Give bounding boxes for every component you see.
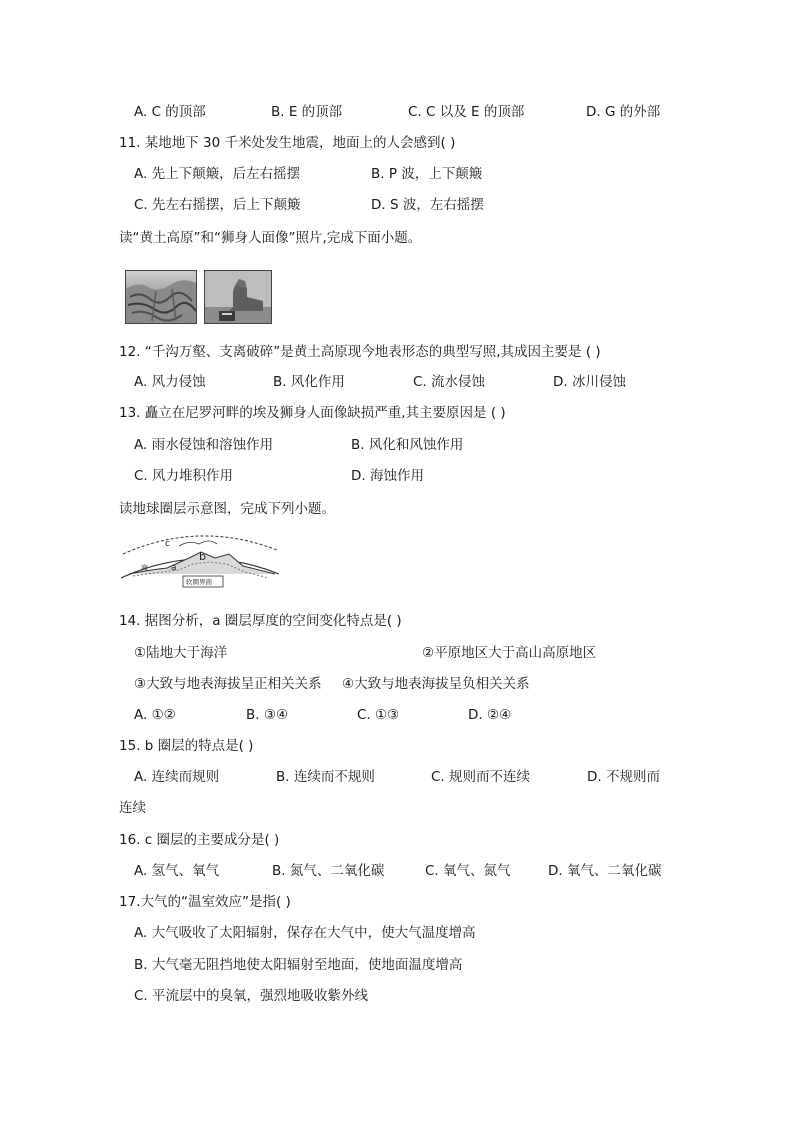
q14-option-c: C. ①③ bbox=[357, 707, 400, 723]
q14-option-a: A. ①② bbox=[134, 707, 176, 723]
q13-option-d: D. 海蚀作用 bbox=[351, 468, 424, 484]
q12-option-d: D. 冰川侵蚀 bbox=[553, 374, 626, 390]
q15-option-b: B. 连续而不规则 bbox=[276, 769, 375, 785]
q11-stem: 11. 某地地下 30 千米处发生地震，地面上的人会感到( ) bbox=[119, 135, 456, 151]
q12-option-c: C. 流水侵蚀 bbox=[413, 374, 486, 390]
q16-option-a: A. 氢气、氧气 bbox=[134, 863, 220, 879]
sphinx-photo bbox=[204, 270, 272, 324]
q15-stem: 15. b 圈层的特点是( ) bbox=[119, 738, 254, 754]
q14-statement-2: ②平原地区大于高山高原地区 bbox=[422, 645, 597, 661]
q12-option-b: B. 风化作用 bbox=[273, 374, 345, 390]
q12-option-a: A. 风力侵蚀 bbox=[134, 374, 206, 390]
q17-stem: 17.大气的“温室效应”是指( ) bbox=[119, 894, 291, 910]
q15-option-d-wrap: 连续 bbox=[119, 800, 146, 816]
q17-option-b: B. 大气毫无阻挡地使太阳辐射至地面，使地面温度增高 bbox=[134, 957, 463, 973]
diagram-label-sea: 海 bbox=[141, 564, 148, 572]
q14-statement-4: ④大致与地表海拔呈负相关关系 bbox=[342, 676, 530, 692]
q16-option-d: D. 氧气、二氧化碳 bbox=[548, 863, 662, 879]
q13-option-a: A. 雨水侵蚀和溶蚀作用 bbox=[134, 437, 274, 453]
q13-stem: 13. 矗立在尼罗河畔的埃及狮身人面像缺损严重,其主要原因是 ( ) bbox=[119, 405, 506, 421]
q14-option-d: D. ②④ bbox=[468, 707, 512, 723]
q15-option-c: C. 规则而不连续 bbox=[431, 769, 531, 785]
q13-option-c: C. 风力堆积作用 bbox=[134, 468, 234, 484]
intro-photos: 读“黄土高原”和“狮身人面像”照片,完成下面小题。 bbox=[119, 230, 422, 246]
loess-plateau-photo bbox=[125, 270, 197, 324]
q16-option-b: B. 氮气、二氧化碳 bbox=[272, 863, 385, 879]
diagram-label-c: c bbox=[165, 539, 170, 549]
q12-stem: 12. “千沟万壑、支离破碎”是黄土高原现今地表形态的典型写照,其成因主要是 ( ) bbox=[119, 344, 601, 360]
q10-option-c: C. C 以及 E 的顶部 bbox=[408, 104, 525, 120]
q11-option-d: D. S 波，左右摇摆 bbox=[371, 197, 484, 213]
q10-option-a: A. C 的顶部 bbox=[134, 104, 206, 120]
intro-diagram: 读地球圈层示意图，完成下列小题。 bbox=[119, 501, 335, 517]
q15-option-a: A. 连续而规则 bbox=[134, 769, 220, 785]
q10-option-d: D. G 的外部 bbox=[586, 104, 661, 120]
q14-stem: 14. 据图分析，a 圈层厚度的空间变化特点是( ) bbox=[119, 613, 402, 629]
diagram-label-b: b bbox=[199, 550, 206, 563]
q17-option-c: C. 平流层中的臭氧，强烈地吸收紫外线 bbox=[134, 988, 369, 1004]
q11-option-b: B. P 波，上下颠簸 bbox=[371, 166, 483, 182]
q14-statement-1: ①陆地大于海洋 bbox=[134, 645, 228, 661]
q16-stem: 16. c 圈层的主要成分是( ) bbox=[119, 832, 280, 848]
diagram-label-a: a bbox=[171, 563, 177, 573]
q14-option-b: B. ③④ bbox=[246, 707, 289, 723]
q11-option-a: A. 先上下颠簸，后左右摇摆 bbox=[134, 166, 301, 182]
q16-option-c: C. 氧气、氮气 bbox=[425, 863, 511, 879]
q10-option-b: B. E 的顶部 bbox=[271, 104, 343, 120]
q13-option-b: B. 风化和风蚀作用 bbox=[351, 437, 464, 453]
q11-option-c: C. 先左右摇摆，后上下颠簸 bbox=[134, 197, 301, 213]
earth-sphere-diagram bbox=[119, 528, 281, 590]
q15-option-d: D. 不规则而 bbox=[587, 769, 660, 785]
q14-statement-3: ③大致与地表海拔呈正相关关系 bbox=[134, 676, 322, 692]
diagram-box-label: 软圈界面 bbox=[186, 578, 212, 586]
q17-option-a: A. 大气吸收了太阳辐射，保存在大气中，使大气温度增高 bbox=[134, 925, 476, 941]
